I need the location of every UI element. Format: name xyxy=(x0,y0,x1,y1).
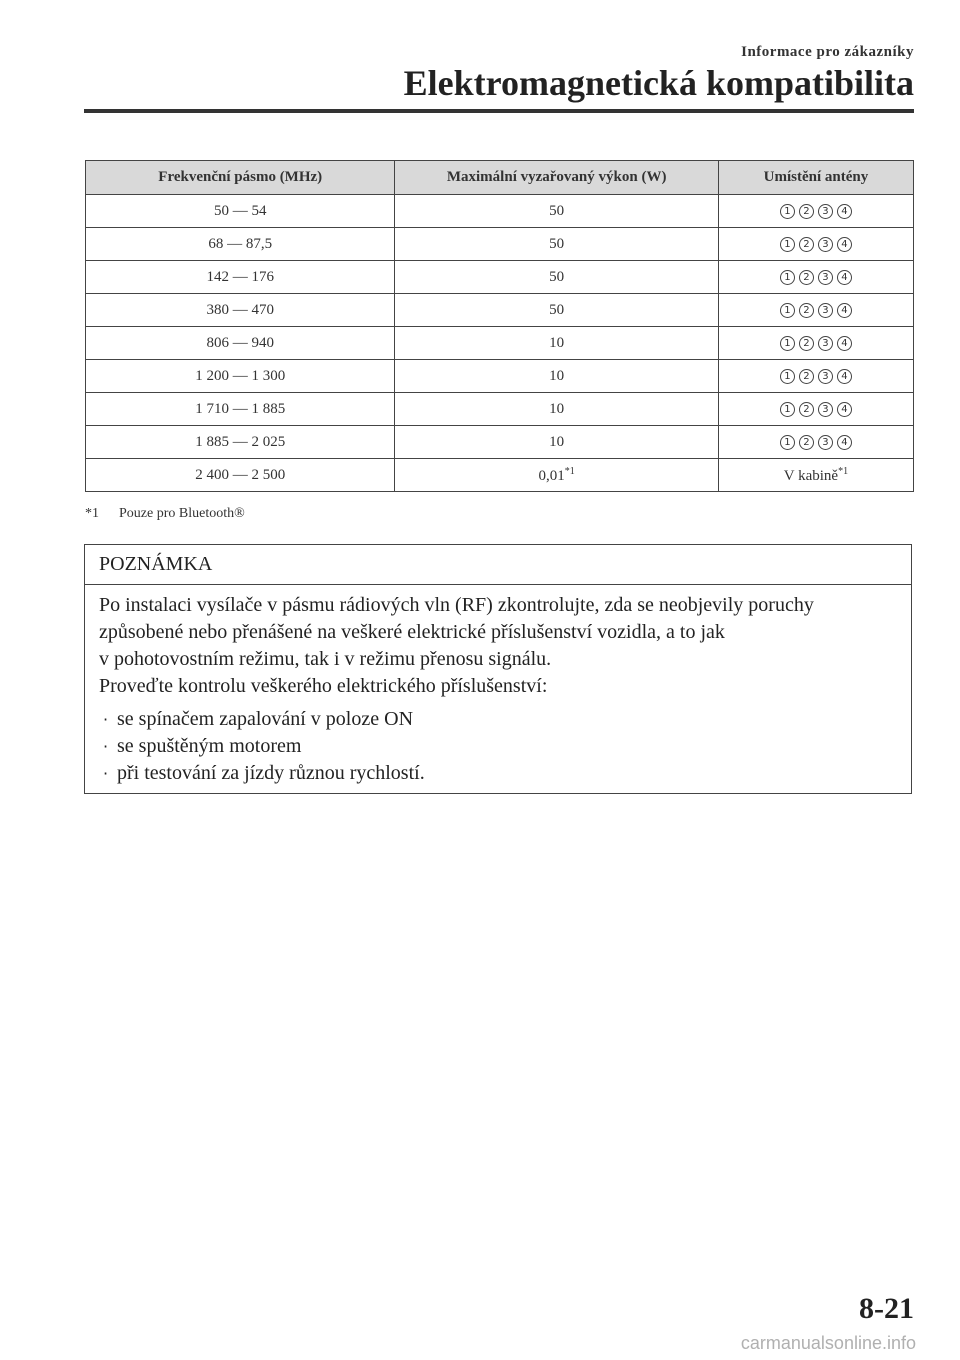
note-bullet-item xyxy=(99,733,897,760)
cell-frequency: 806 — 940 xyxy=(86,327,395,360)
cell-antenna xyxy=(718,294,913,327)
cell-antenna xyxy=(718,327,913,360)
cell-power: 10 xyxy=(395,393,718,426)
cell-frequency: 2 400 — 2 500 xyxy=(86,459,395,492)
table-row xyxy=(86,360,914,393)
table-row xyxy=(86,459,914,492)
page-title: Elektromagnetická kompatibilita xyxy=(403,63,914,103)
antenna-position-icon: 4 xyxy=(837,270,852,285)
cell-antenna xyxy=(718,195,913,228)
power-value: 0,01 xyxy=(538,467,565,484)
cell-power: 10 xyxy=(395,327,718,360)
table-header-row xyxy=(86,161,914,195)
table-body xyxy=(86,195,914,492)
antenna-position-icon: 4 xyxy=(837,435,852,450)
antenna-position-icon: 3 xyxy=(818,204,833,219)
watermark: carmanualsonline.info xyxy=(740,1333,916,1353)
section-title: Informace pro zákazníky xyxy=(741,44,914,60)
frequency-table xyxy=(85,160,914,492)
footnote-text: Pouze pro Bluetooth® xyxy=(119,506,245,521)
antenna-position-icon: 2 xyxy=(799,270,814,285)
cell-power: 50 xyxy=(395,261,718,294)
cell-antenna xyxy=(718,228,913,261)
note-line: způsobené nebo přenášené na veškeré elektrické příslušenství vozidla, a to jak xyxy=(99,621,725,643)
column-header-antenna: Umístění antény xyxy=(718,161,913,195)
note-line: Proveďte kontrolu veškerého elektrického příslušenství: xyxy=(99,675,548,697)
column-header-power: Maximální vyzařovaný výkon (W) xyxy=(395,161,718,195)
table-row xyxy=(86,426,914,459)
cell-antenna xyxy=(718,393,913,426)
antenna-position-icon: 1 xyxy=(780,303,795,318)
cell-power: 50 xyxy=(395,228,718,261)
antenna-position-icon: 3 xyxy=(818,237,833,252)
cell-antenna xyxy=(718,426,913,459)
antenna-footnote-ref: *1 xyxy=(838,465,849,477)
cell-frequency: 1 710 — 1 885 xyxy=(86,393,395,426)
antenna-position-icon: 1 xyxy=(780,204,795,219)
table-row xyxy=(86,393,914,426)
antenna-position-icon: 4 xyxy=(837,303,852,318)
antenna-position-icon: 3 xyxy=(818,369,833,384)
footnote xyxy=(85,506,245,522)
antenna-position-icon: 2 xyxy=(799,336,814,351)
cell-frequency: 50 — 54 xyxy=(86,195,395,228)
table-row xyxy=(86,327,914,360)
note-bullet-text: při testování za jízdy různou rychlostí. xyxy=(117,762,425,784)
cell-frequency: 380 — 470 xyxy=(86,294,395,327)
cell-frequency: 142 — 176 xyxy=(86,261,395,294)
footnote-mark: *1 xyxy=(85,506,99,521)
page-number: 8-21 xyxy=(859,1292,914,1325)
table-row xyxy=(86,294,914,327)
antenna-position-icon: 1 xyxy=(780,435,795,450)
antenna-position-icon: 2 xyxy=(799,204,814,219)
note-body xyxy=(85,585,911,787)
antenna-position-icon: 2 xyxy=(799,369,814,384)
note-line: Po instalaci vysílače v pásmu rádiových vln (RF) zkontrolujte, zda se neobjevily poruchy xyxy=(99,594,814,616)
bullet-dot-icon: · xyxy=(103,710,109,729)
antenna-position-icon: 1 xyxy=(780,237,795,252)
antenna-position-icon: 4 xyxy=(837,204,852,219)
note-bullet-item xyxy=(99,760,897,787)
cell-frequency: 1 885 — 2 025 xyxy=(86,426,395,459)
header-rule xyxy=(84,109,914,113)
cell-antenna xyxy=(718,459,913,492)
column-header-frequency: Frekvenční pásmo (MHz) xyxy=(86,161,395,195)
antenna-position-icon: 3 xyxy=(818,435,833,450)
antenna-position-icon: 3 xyxy=(818,402,833,417)
antenna-position-icon: 1 xyxy=(780,402,795,417)
cell-power: 50 xyxy=(395,195,718,228)
antenna-position-icon: 3 xyxy=(818,270,833,285)
table-row xyxy=(86,228,914,261)
cell-frequency: 1 200 — 1 300 xyxy=(86,360,395,393)
antenna-position-icon: 2 xyxy=(799,402,814,417)
antenna-position-icon: 4 xyxy=(837,402,852,417)
cell-power: 10 xyxy=(395,360,718,393)
note-line: v pohotovostním režimu, tak i v režimu přenosu signálu. xyxy=(99,648,552,670)
cell-antenna xyxy=(718,261,913,294)
cell-frequency: 68 — 87,5 xyxy=(86,228,395,261)
antenna-position-icon: 2 xyxy=(799,435,814,450)
antenna-position-icon: 3 xyxy=(818,303,833,318)
cell-power: 50 xyxy=(395,294,718,327)
cell-power: 10 xyxy=(395,426,718,459)
note-bullet-text: se spínačem zapalování v poloze ON xyxy=(117,708,414,730)
table-row xyxy=(86,195,914,228)
cell-power xyxy=(395,459,718,492)
antenna-position-icon: 4 xyxy=(837,336,852,351)
power-footnote-ref: *1 xyxy=(564,465,575,477)
note-bullet-list xyxy=(99,706,897,787)
note-bullet-item xyxy=(99,706,897,733)
antenna-position-icon: 1 xyxy=(780,270,795,285)
antenna-position-icon: 1 xyxy=(780,369,795,384)
note-title: POZNÁMKA xyxy=(85,545,911,585)
antenna-position-icon: 2 xyxy=(799,237,814,252)
antenna-position-icon: 1 xyxy=(780,336,795,351)
bullet-dot-icon: · xyxy=(103,737,109,756)
bullet-dot-icon: · xyxy=(103,764,109,783)
table-row xyxy=(86,261,914,294)
cell-antenna xyxy=(718,360,913,393)
antenna-position-icon: 4 xyxy=(837,369,852,384)
antenna-position-icon: 4 xyxy=(837,237,852,252)
antenna-value: V kabině xyxy=(783,467,839,484)
note-bullet-text: se spuštěným motorem xyxy=(117,735,302,757)
antenna-position-icon: 2 xyxy=(799,303,814,318)
note-box xyxy=(84,544,912,794)
antenna-position-icon: 3 xyxy=(818,336,833,351)
